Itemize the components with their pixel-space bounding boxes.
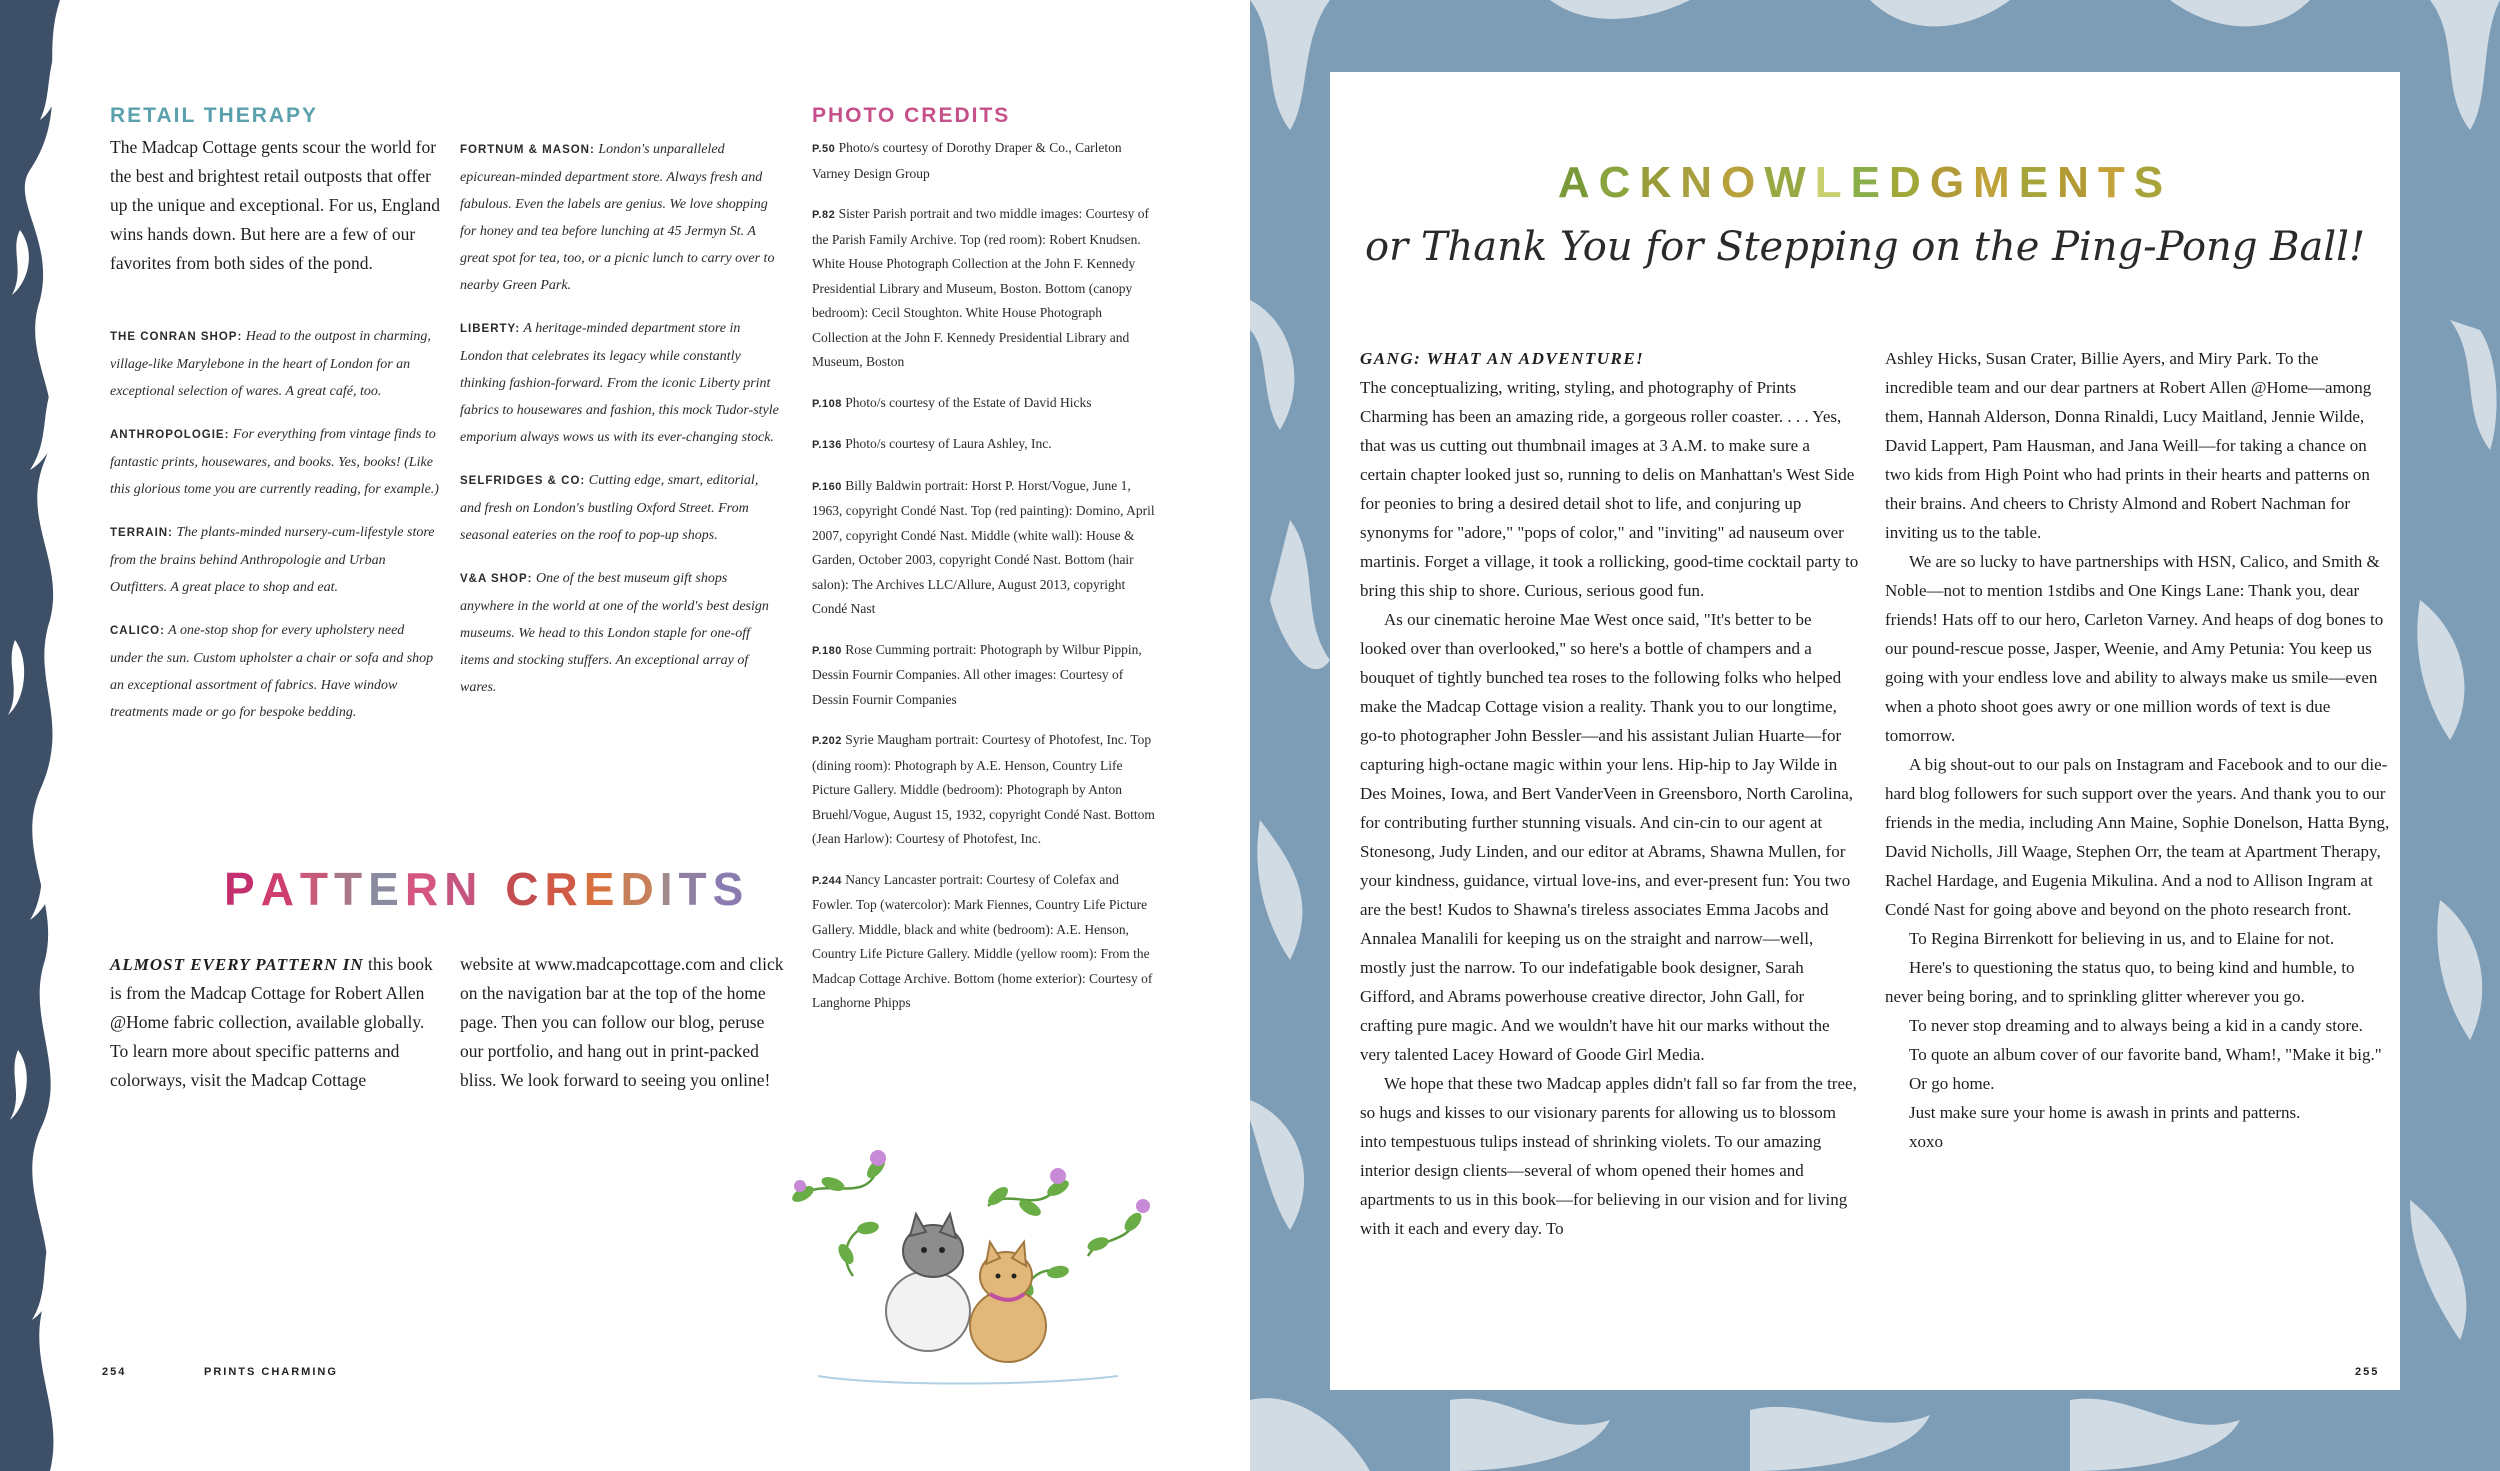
- photo-credit-item: P.244 Nancy Lancaster portrait: Courtesy of Colefax and Fowler. Top (watercolor): Mark Fiennes, Country Life Picture Gallery. Middle, black and white (bedroom): A.E. Henson, Country Life Picture Gallery. Middle (yellow room): From the Madcap Cottage Archive. Bottom (home exterior): Courtesy of Langhorne Phipps: [812, 871, 1153, 1010]
- photo-credit-item: P.82 Sister Parish portrait and two middle images: Courtesy of the Parish Family Archive. Top (red room): Robert Knudsen. White House Photograph Collection at the John F. Kennedy Presidential Library and Museum, Boston. Bottom (canopy bedroom): Cecil Stoughton. White House Photograph Collection at the John F. Kennedy Presidential Library and Museum, Boston: [812, 206, 1150, 369]
- ack-paragraph: Just make sure your home is awash in prints and patterns.: [1909, 1103, 2301, 1122]
- folio-left-number: 254: [102, 1366, 127, 1378]
- acknowledgments-subtitle: or Thank You for Stepping on the Ping-Pong Ball!: [1364, 224, 2366, 270]
- cats-and-flowers-illustration-icon: [758, 1136, 1168, 1406]
- photo-credit-item: P.50 Photo/s courtesy of Dorothy Draper & Co., Carleton Varney Design Group: [812, 140, 1122, 181]
- photo-credit-item: P.160 Billy Baldwin portrait: Horst P. Horst/Vogue, June 1, 1963, copyright Condé Nast. Top (red painting): Domino, April 2007, copyright Condé Nast. Middle (white wall): House & Garden, October 2003, copyright Condé Nast. Bottom (hair salon): The Archives LLC/Allure, August 2013, copyright Condé Nast: [812, 477, 1155, 616]
- ack-paragraph: To never stop dreaming and to always being a kid in a candy store.: [1909, 1016, 2363, 1035]
- title-letter: T: [2097, 158, 2134, 207]
- photo-credit-item: P.108 Photo/s courtesy of the Estate of David Hicks: [812, 394, 1092, 410]
- title-letter: C: [505, 863, 545, 915]
- photo-credits-heading: PHOTO CREDITS: [812, 104, 1011, 127]
- title-letter: T: [299, 863, 335, 915]
- title-letter: R: [544, 863, 584, 915]
- acknowledgments-col-1: [1360, 344, 1860, 1243]
- title-letter: A: [260, 863, 300, 915]
- title-letter: N: [444, 863, 484, 915]
- acknowledgments-title: [1330, 158, 2400, 208]
- retail-col-1: [110, 323, 440, 742]
- ack-paragraph: To quote an album cover of our favorite band, Wham!, "Make it big.": [1909, 1045, 2382, 1064]
- title-letter: M: [1973, 158, 2019, 207]
- right-page: [1250, 0, 2500, 1471]
- retail-intro: The Madcap Cottage gents scour the world for the best and brightest retail outposts that offer up the unique and exceptional. For us, England wins hands down. But here are a few of our favorites from both sides of the pond.: [110, 137, 440, 273]
- retail-entry: LIBERTY: A heritage-minded department store in London that celebrates its legacy while constantly thinking fashion-forward. From the iconic Liberty print fabrics to housewares and fashion, this mock Tudor-style emporium always wows us with its ever-changing stock.: [460, 321, 779, 445]
- title-letter: L: [1814, 158, 1851, 207]
- title-letter: A: [1557, 158, 1599, 207]
- photo-credits-list: [812, 136, 1157, 1032]
- title-letter: P: [224, 863, 261, 915]
- title-letter: N: [1680, 158, 1722, 207]
- title-letter: W: [1764, 158, 1815, 207]
- photo-credit-item: P.180 Rose Cumming portrait: Photograph by Wilbur Pippin, Dessin Fournir Companies. All other images: Courtesy of Dessin Fournir Companies: [812, 641, 1142, 707]
- ack-paragraph: We are so lucky to have partnerships with HSN, Calico, and Smith & Noble—not to mention 1stdibs and One Kings Lane: Thank you, dear friends! Hats off to our hero, Carleton Varney. And heaps of dog bones to our pound-rescue posse, Jasper, Weenie, and Amy Petunia: You keep us going with your endless love and ability to always make us smile—even when a photo shoot goes awry or one million words of text is due tomorrow.: [1885, 552, 2384, 745]
- ack-paragraph: xoxo: [1909, 1132, 1943, 1151]
- ack-paragraph: Ashley Hicks, Susan Crater, Billie Ayers, and Miry Park. To the incredible team and our dear partners at Robert Allen @Home—among them, Hannah Alderson, Donna Rinaldi, Lucy Maitland, Jennie Wilde, David Lappert, Pam Hausman, and Jana Weill—for taking a chance on two kids from High Point who had prints in their hearts and patterns on their brains. And cheers to Christy Almond and Robert Nachman for inviting us to the table.: [1885, 349, 2372, 542]
- folio-left-title: PRINTS CHARMING: [204, 1366, 338, 1378]
- title-letter: E: [1850, 158, 1890, 207]
- title-letter: D: [620, 863, 660, 915]
- pattern-credits-title: [224, 862, 749, 916]
- retail-entry: ANTHROPOLOGIE: For everything from vintage finds to fantastic prints, housewares, and books. Yes, books! (Like this glorious tome you are currently reading, for example.): [110, 427, 439, 497]
- title-letter: D: [1889, 158, 1930, 207]
- photo-credit-item: P.136 Photo/s courtesy of Laura Ashley, Inc.: [812, 436, 1052, 451]
- title-letter: E: [368, 863, 405, 915]
- illustration: [758, 1136, 1168, 1406]
- ack-paragraph: To Regina Birrenkott for believing in us, and to Elaine for not.: [1909, 929, 2335, 948]
- retail-entry: TERRAIN: The plants-minded nursery-cum-lifestyle store from the brains behind Anthropologie and Urban Outfitters. A great place to shop and eat.: [110, 525, 435, 595]
- ack-paragraph: Here's to questioning the status quo, to being kind and humble, to never being boring, and to sprinkling glitter wherever you go.: [1885, 958, 2355, 1006]
- ack-paragraph: We hope that these two Madcap apples didn't fall so far from the tree, so hugs and kisses to our visionary parents for allowing us to blossom into tempestuous tulips instead of shrinking violets. To our amazing interior design clients—several of whom opened their homes and apartments to us in this book—for believing in our vision and for living with it each and every day. To: [1360, 1074, 1857, 1238]
- title-letter: E: [2018, 158, 2058, 207]
- pattern-credits-col-1: [110, 950, 440, 1095]
- folio-right-number: 255: [2355, 1366, 2380, 1378]
- title-letter: K: [1639, 158, 1681, 207]
- title-letter: T: [678, 863, 713, 915]
- gang-heading: GANG: WHAT AN ADVENTURE!: [1360, 349, 1645, 368]
- left-damask-strip: [0, 0, 72, 1471]
- title-letter: C: [1598, 158, 1640, 207]
- retail-entry: FORTNUM & MASON: London's unparalleled epicurean-minded department store. Always fresh and fabulous. Even the labels are genius. We love shopping for honey and tea before lunching at 45 Jermyn St. A great spot for tea, too, or a picnic lunch to carry over to nearby Green Park.: [460, 142, 775, 293]
- title-letter: G: [1929, 158, 1974, 207]
- retail-entry: THE CONRAN SHOP: Head to the outpost in charming, village-like Marylebone in the heart of London for an exceptional selection of wares. A great café, too.: [110, 329, 431, 399]
- ack-paragraph: The conceptualizing, writing, styling, and photography of Prints Charming has been an amazing ride, a gorgeous roller coaster. . . . Yes, that was us cutting out thumbnail images at 3 A.M. to make sure a certain chapter looked just so, running to delis on Manhattan's West Side for peonies to bring a desired detail shot to life, and conjuring up synonyms for "adore," "pops of color," and "inviting" ad nauseum over martinis. Forget a village, it took a rollicking, good-time cocktail party to bring this ship to shore. Curious, serious good fun.: [1360, 378, 1859, 600]
- retail-entry: V&A SHOP: One of the best museum gift shops anywhere in the world at one of the world's best design museums. We head to this London staple for one-off items and stocking stuffers. An exceptional array of wares.: [460, 571, 769, 695]
- title-letter: S: [2133, 158, 2173, 207]
- photo-credit-item: P.202 Syrie Maugham portrait: Courtesy of Photofest, Inc. Top (dining room): Photograph by A.E. Henson, Country Life Picture Gallery. Middle (bedroom): Photograph by Anton Bruehl/Vogue, August 15, 1932, copyright Condé Nast. Bottom (Jean Harlow): Courtesy of Photofest, Inc.: [812, 732, 1155, 846]
- title-letter: R: [404, 863, 445, 915]
- pattern-credits-col-2: website at www.madcapcottage.com and click on the navigation bar at the top of the home page. Then you can follow our blog, peruse our portfolio, and hang out in print-packed bliss. We look forward to seeing you online!: [460, 954, 784, 1090]
- title-letter: E: [583, 863, 621, 915]
- retail-therapy-heading: RETAIL THERAPY: [110, 104, 319, 127]
- title-letter: T: [334, 863, 369, 915]
- retail-entry: SELFRIDGES & CO: Cutting edge, smart, editorial, and fresh on London's bustling Oxford Street. From seasonal eateries on the roof to pop-up shops.: [460, 473, 759, 543]
- ack-paragraph: A big shout-out to our pals on Instagram and Facebook and to our die-hard blog followers for such support over the years. And thank you to our friends in the media, including Ann Maine, Sophie Donelson, Hatta Byng, David Nicholls, Jill Waage, Stephen Orr, the team at Apartment Therapy, Rachel Hardage, and Eugenia Mikulina. And a nod to Allison Ingram at Condé Nast for going above and beyond on the photo research front.: [1885, 755, 2390, 919]
- title-letter: O: [1721, 158, 1765, 207]
- retail-entry: CALICO: A one-stop shop for every upholstery need under the sun. Custom upholster a chair or sofa and shop an exceptional assortment of fabrics. Have window treatments made or go for bespoke bedding.: [110, 623, 434, 720]
- pattern-text-1: this book is from the Madcap Cottage for Robert Allen @Home fabric collection, available globally. To learn more about specific patterns and colorways, visit the Madcap Cottage: [110, 954, 433, 1090]
- title-letter: I: [659, 863, 679, 915]
- acknowledgments-panel: [1330, 72, 2400, 1390]
- title-letter: S: [712, 863, 750, 915]
- retail-col-2: [460, 136, 780, 717]
- title-letter: N: [2057, 158, 2098, 207]
- acknowledgments-col-2: [1885, 344, 2390, 1156]
- pattern-lead: ALMOST EVERY PATTERN IN: [110, 955, 364, 974]
- ack-paragraph: Or go home.: [1909, 1074, 1995, 1093]
- damask-pattern-icon: [0, 0, 72, 1471]
- ack-paragraph: As our cinematic heroine Mae West once said, "It's better to be looked over than overlooked," so here's a bottle of champers and a bouquet of tightly bunched tea roses to the following folks who helped make the Madcap Cottage vision a reality. Thank you to our longtime, go-to photographer John Bessler—and his assistant Julian Huarte—for capturing high-octane magic within your lens. Hip-hip to Jay Wilde in Des Moines, Iowa, and Bert VanderVeen in Greensboro, North Carolina, for contributing further stunning visuals. And cin-cin to our agent at Stonesong, Judy Linden, and our editor at Abrams, Shawna Mullen, for your kindness, guidance, virtual love-ins, and ever-present fun: You two are the best! Kudos to Shawna's tireless associates Emma Jacobs and Annalea Manalili for keeping us on the straight and narrow—well, mostly just the narrow. To our indefatigable book designer, Sarah Gifford, and Abrams powerhouse creative director, John Gall, for crafting pure magic. And we wouldn't have hit our marks without the very talented Lacey Howard of Goode Girl Media.: [1360, 610, 1854, 1064]
